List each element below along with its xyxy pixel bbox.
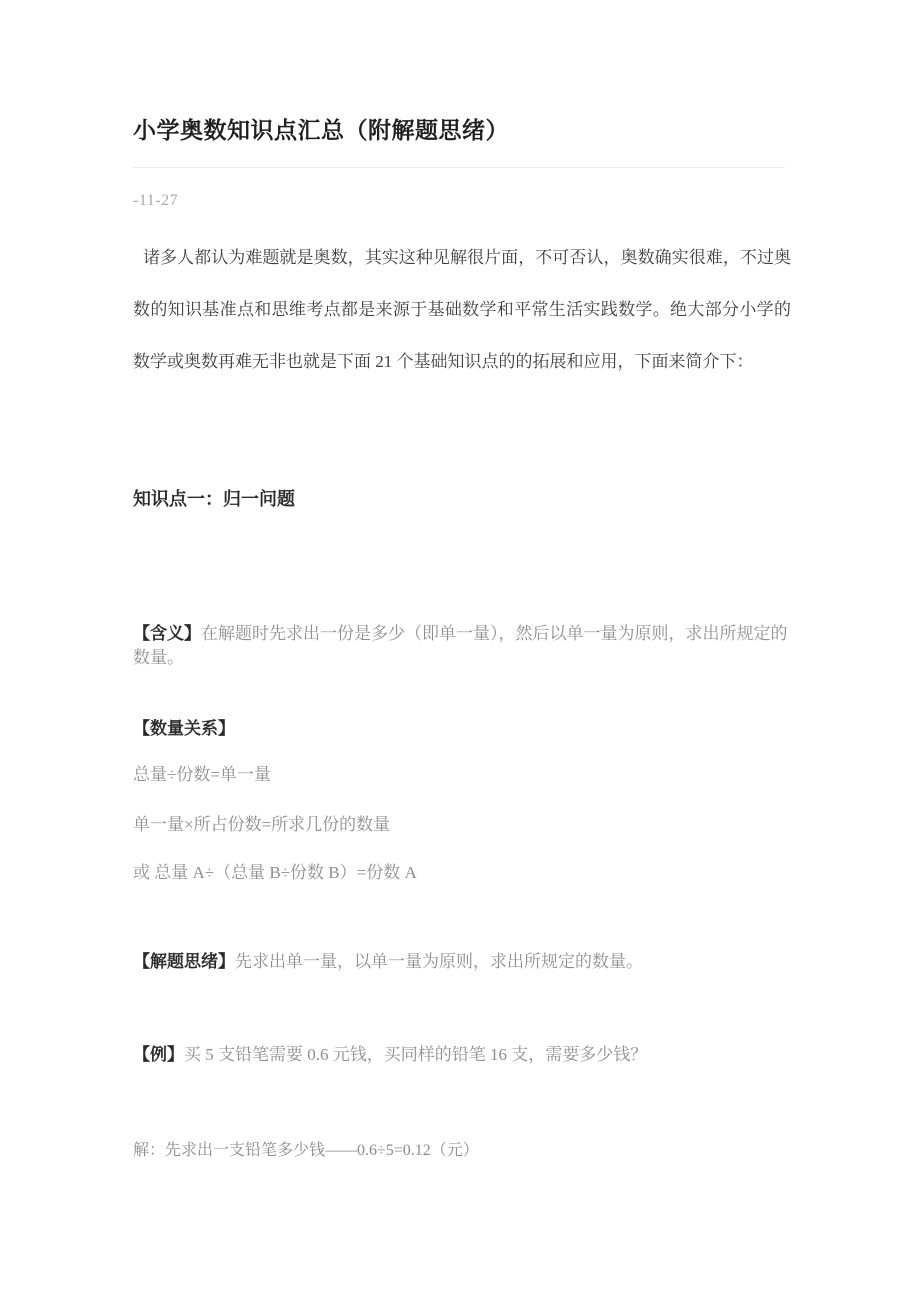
page-title: 小学奥数知识点汇总（附解题思绪）: [133, 117, 509, 143]
relations-label: 【数量关系】: [133, 719, 235, 738]
meaning-line: [133, 622, 791, 670]
meaning-label: 【含义】: [133, 624, 201, 643]
example-text: 买 5 支铅笔需要 0.6 元钱，买同样的铅笔 16 支，需要多少钱？: [184, 1045, 648, 1064]
example-label: 【例】: [133, 1045, 184, 1064]
section-heading: 知识点一：归一问题: [133, 489, 295, 509]
example-line: [133, 1043, 791, 1067]
meaning-text: 在解题时先求出一份是多少（即单一量），然后以单一量为原则，求出所规定的数量。: [133, 624, 788, 667]
title-divider: [133, 167, 785, 168]
formula-line-2: 单一量×所占份数=所求几份的数量: [133, 815, 391, 834]
approach-text: 先求出单一量，以单一量为原则，求出所规定的数量。: [235, 952, 643, 971]
solution-line: 解：先求出一支铅笔多少钱——0.6÷5=0.12（元）: [133, 1142, 479, 1159]
approach-line: [133, 950, 791, 974]
formula-line-1: 总量÷份数=单一量: [133, 765, 271, 784]
formula-line-3: 或 总量 A÷（总量 B÷份数 B）=份数 A: [133, 863, 417, 882]
date-label: -11-27: [133, 192, 179, 209]
approach-label: 【解题思绪】: [133, 952, 235, 971]
intro-paragraph: 诸多人都认为难题就是奥数，其实这种见解很片面，不可否认，奥数确实很难，不过奥数的知识基准点和思维考点都是来源于基础数学和平常生活实践数学。绝大部分小学的数学或奥数再难无非也就是下面 21 个基础知识点的的拓展和应用，下面来简介下：: [133, 248, 791, 371]
